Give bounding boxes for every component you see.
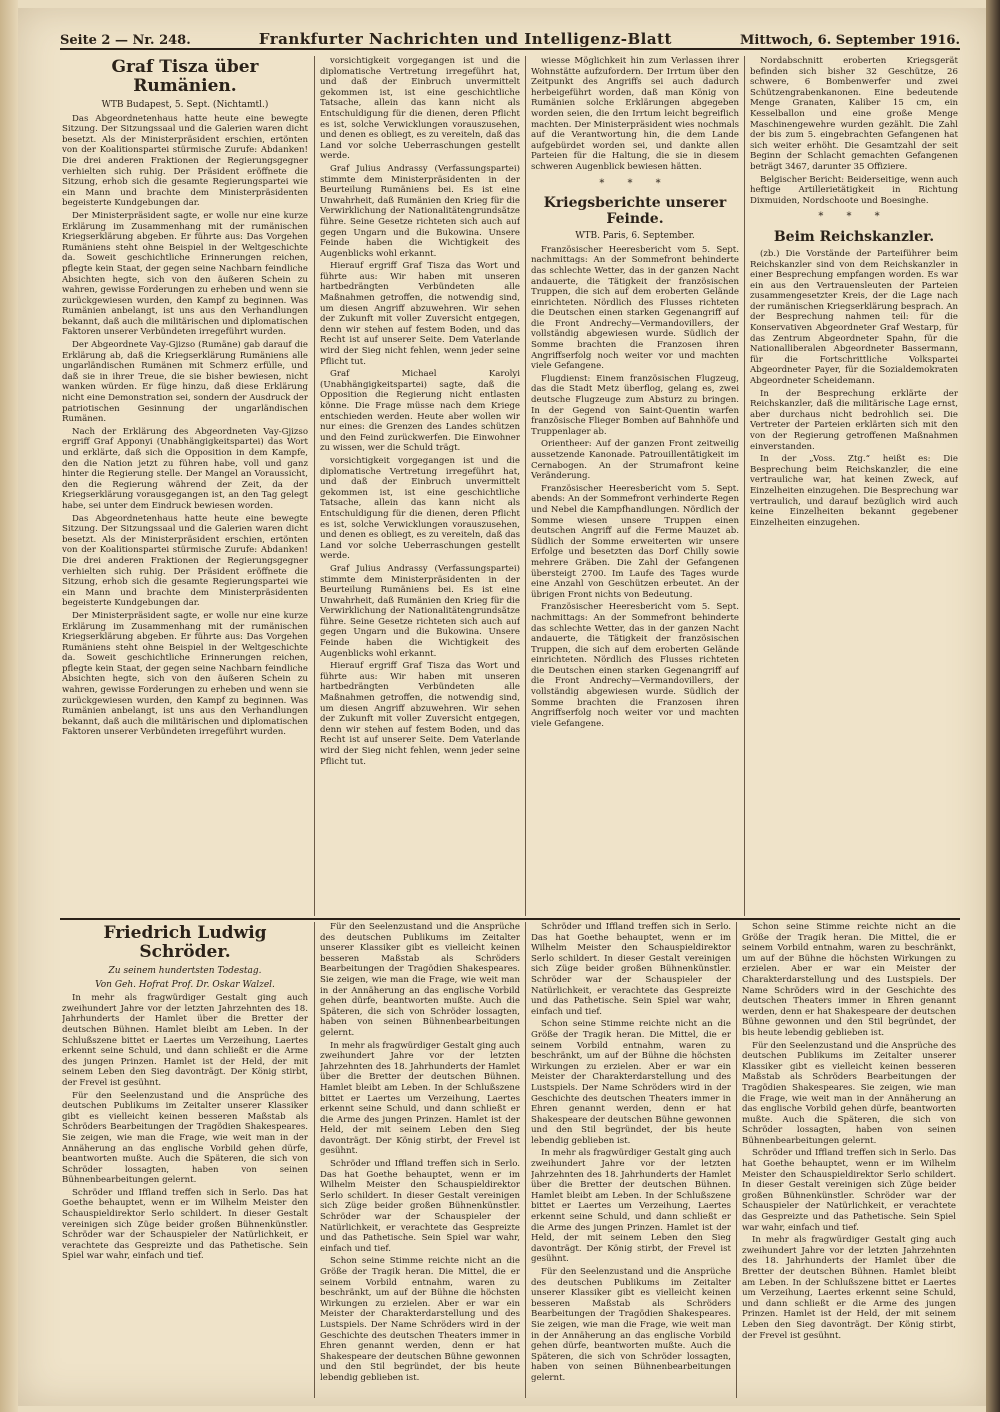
schroeder-paragraph: In mehr als fragwürdiger Gestalt ging auch zweihundert Jahre vor der letzten Jahrzehnten des 18. Jahrhunderts der Hamlet über die Bretter der deutschen Bühnen. Hamlet bleibt am Leben. In der Schlußszene bittet er Laertes um Verzeihung, Laertes erkennt seine Schuld, und dann schließt er die Arme des jungen Prinzen. Hamlet ist der Held, der mit seinem Leben den Sieg davonträgt. Der König stirbt, der Frevel ist gesühnt. [742,1235,956,1341]
schroeder-byline: Von Geh. Hofrat Prof. Dr. Oskar Walzel. [95,979,275,990]
tisza-paragraph: vorsichtigkeit vorgegangen ist und die diplomatische Vertretung irregeführt hat, und daß der Einbruch unvermittelt gekommen ist, ist eine geschichtliche Tatsache, allein das kann nicht als Entschuldigung für die dienen, deren Pflicht es ist, solche Verwicklungen vorauszusehen, und denen es obliegt, es zu vereiteln, daß das Land vor solche Ueberraschungen gestellt werde. [320,56,520,162]
column-rule [744,56,745,916]
column-rule [736,922,737,1398]
schroeder-paragraph: Schröder und Iffland treffen sich in Serlo. Das hat Goethe behauptet, wenn er im Wilhelm Meister den Schauspieldirektor Serlo schildert. In dieser Gestalt vereinigen sich Züge beider großen Bühnenkünstler. Schröder war der Schauspieler der Natürlichkeit, er verachtete das Gespreizte und das Pathetische. Sein Spiel war wahr, einfach und tief. [320,1159,520,1254]
schroeder-paragraph: Schon seine Stimme reichte nicht an die Größe der Tragik heran. Die Mittel, die er seinem Vorbild entnahm, waren zu beschränkt, um auf der Bühne die höchsten Wirkungen zu erzielen. Aber er war ein Meister der Charakterdarstellung und des Lustspiels. Der Name Schröders wird in der Geschichte des deutschen Theaters immer in Ehren genannt werden, denn er hat Shakespeare der deutschen Bühne gewonnen und den Stil begründet, der bis heute lebendig geblieben ist. [742,922,956,1038]
schroeder-paragraph: Schröder und Iffland treffen sich in Serlo. Das hat Goethe behauptet, wenn er im Wilhelm Meister den Schauspieldirektor Serlo schildert. In dieser Gestalt vereinigen sich Züge beider großen Bühnenkünstler. Schröder war der Schauspieler der Natürlichkeit, er verachtete das Gespreizte und das Pathetische. Sein Spiel war wahr, einfach und tief. [742,1148,956,1233]
masthead [60,22,960,50]
kriegsberichte-headline: Kriegsberichte unserer Feinde. [543,195,727,228]
tisza-paragraph: Graf Julius Andrassy (Verfassungspartei) stimmte dem Ministerpräsidenten in der Beurteilung Rumäniens bei. Es ist eine Unwahrheit, daß Rumänien den Krieg für die Verwirklichung der Nationalitätengrundsätze führe. Seine Gesetze richteten sich auch auf gegen Ungarn und die Bukowina. Unsere Feinde haben die Wichtigkeit des Augenblicks wohl erkannt. [320,563,520,659]
reichskanzler-paragraph: In der Besprechung erklärte der Reichskanzler, daß die militärische Lage ernst, aber durchaus nicht bedrohlich sei. Die Vertreter der Parteien erklärten sich mit den von der Regierung getroffenen Maßnahmen einverstanden. [750,388,958,452]
schroeder-paragraph: Für den Seelenzustand und die Ansprüche des deutschen Publikums im Zeitalter unserer Klassiker gibt es vielleicht keinen besseren Maßstab als Schröders Bearbeitungen der Tragödien Shakespeares. Sie zeigen, wie man die Frage, wie weit man in der Annäherung an das englische Vorbild gehen dürfe, beantworten mußte. Auch die Späteren, die sich von Schröder lossagten, haben von seinen Bühnenbearbeitungen gelernt. [320,922,520,1038]
page-number: Seite 2 — Nr. 248. [60,33,191,48]
column-4 [750,56,958,916]
schroeder-paragraph: Schröder und Iffland treffen sich in Serlo. Das hat Goethe behauptet, wenn er im Wilhelm Meister den Schauspieldirektor Serlo schildert. In dieser Gestalt vereinigen sich Züge beider großen Bühnenkünstler. Schröder war der Schauspieler der Natürlichkeit, er verachtete das Gespreizte und das Pathetische. Sein Spiel war wahr, einfach und tief. [62,1187,308,1262]
feuilleton-column-3 [531,922,731,1398]
tisza-paragraph: vorsichtigkeit vorgegangen ist und die diplomatische Vertretung irregeführt hat, und daß der Einbruch unvermittelt gekommen ist, ist eine geschichtliche Tatsache, allein das kann nicht als Entschuldigung für die dienen, deren Pflicht es ist, solche Verwicklungen vorauszusehen, und denen es obliegt, es zu vereiteln, daß das Land vor solche Ueberraschungen gestellt werde. [320,455,520,562]
schroeder-paragraph: Für den Seelenzustand und die Ansprüche des deutschen Publikums im Zeitalter unserer Klassiker gibt es vielleicht keinen besseren Maßstab als Schröders Bearbeitungen der Tragödien Shakespeares. Sie zeigen, wie man die Frage, wie weit man in der Annäherung an das englische Vorbild gehen dürfe, beantworten mußte. Auch die Späteren, die sich von Schröder lossagten, haben von seinen Bühnenbearbeitungen gelernt. [742,1040,956,1146]
tisza-paragraph: Hierauf ergriff Graf Tisza das Wort und führte aus: Wir haben mit unseren hartbedrängten Verbündeten alle Maßnahmen getroffen, die notwendig sind, um diesen Angriff abzuwehren. Wir sehen der Zukunft mit voller Zuversicht entgegen, denn wir stehen auf festem Boden, und das Recht ist auf unserer Seite. Dem Vaterlande wird der Sieg nicht fehlen, wenn jeder seine Pflicht tut. [320,261,520,367]
section-separator: * * * [599,177,671,189]
tisza-paragraph: Hierauf ergriff Graf Tisza das Wort und führte aus: Wir haben mit unseren hartbedrängten Verbündeten alle Maßnahmen getroffen, die notwendig sind, um diesen Angriff abzuwehren. Wir sehen der Zukunft mit voller Zuversicht entgegen, denn wir stehen auf festem Boden, und das Recht ist auf unserer Seite. Dem Vaterlande wird der Sieg nicht fehlen, wenn jeder seine Pflicht tut. [320,661,520,767]
issue-date: Mittwoch, 6. September 1916. [740,33,960,48]
tisza-paragraph: Der Ministerpräsident sagte, er wolle nur eine kurze Erklärung im Zusammenhang mit der rumänischen Kriegserklärung abgeben. Er führte aus: Das Vorgehen Rumäniens steht ohne Beispiel in der Weltgeschichte da. Soweit geschichtliche Erinnerungen reichen, pflegte kein Staat, der gegen seine Nachbarn feindliche Absichten hegte, sich von den äußeren Schein zu wahren, gewisse Forderungen zu erheben und wenn sie zurückgewiesen wurden, den Kampf zu beginnen. Was Rumänien anbelangt, ist uns aus den Verhandlungen bekannt, daß auch die militärischen und diplomatischen Faktoren unserer Verbündeten irregeführt wurden. [62,210,308,338]
tisza-paragraph: Graf Julius Andrassy (Verfassungspartei) stimmte dem Ministerpräsidenten in der Beurteilung Rumäniens bei. Es ist eine Unwahrheit, daß Rumänien den Krieg für die Verwirklichung der Nationalitätengrundsätze führe. Seine Gesetze richteten sich auch auf gegen Ungarn und die Bukowina. Unsere Feinde haben die Wichtigkeit des Augenblicks wohl erkannt. [320,163,520,259]
kriegsberichte-paragraph: Französischer Heeresbericht vom 5. Sept. abends: An der Sommefront verhinderte Regen und Nebel die Kampfhandlungen. Nördlich der Somme wiesen unsere Truppen einen deutschen Angriff auf die Ferme Mauzet ab. Südlich der Somme erweiterten wir unsere Erfolge und besetzten das Dorf Chilly sowie mehrere Gräben. Die Zahl der Gefangenen übersteigt 2700. Im Laufe des Tages wurde eine Anzahl von Geschützen erbeutet. An der übrigen Front nichts von Bedeutung. [531,483,739,600]
kriegsberichte-paragraph: Französischer Heeresbericht vom 5. Sept. nachmittags: An der Sommefront behinderte das schlechte Wetter, das in der ganzen Nacht andauerte, die Tätigkeit der französischen Truppen, die sich auf dem eroberten Gelände einrichteten. Nördlich des Flusses richteten die Deutschen einen starken Gegenangriff auf die Front Andrechy—Vermandovillers, der vollständig abgewiesen wurde. Südlich der Somme brachten die Franzosen ihren Angriffserfolg noch weiter vor und machten viele Gefangene. [531,602,739,729]
schroeder-paragraph: Schon seine Stimme reichte nicht an die Größe der Tragik heran. Die Mittel, die er seinem Vorbild entnahm, waren zu beschränkt, um auf der Bühne die höchsten Wirkungen zu erzielen. Aber er war ein Meister der Charakterdarstellung und des Lustspiels. Der Name Schröders wird in der Geschichte des deutschen Theaters immer in Ehren genannt werden, denn er hat Shakespeare der deutschen Bühne gewonnen und den Stil begründet, der bis heute lebendig geblieben ist. [531,1019,731,1146]
kriegsberichte-dateline: WTB. Paris, 6. September. [575,231,695,242]
paper-edge-left [0,0,18,1412]
tisza-paragraph: Das Abgeordnetenhaus hatte heute eine bewegte Sitzung. Der Sitzungssaal und die Galerien waren dicht besetzt. Als der Ministerpräsident erschien, ertönten von der Koalitionspartei stürmische Zurufe: Abdanken! Die drei anderen Fraktionen der Regierungsgegner verhielten sich ruhig. Der Präsident eröffnete die Sitzung, erhob sich die gesamte Regierungspartei wie ein Mann und brachte dem Ministerpräsidenten begeisterte Kundgebungen dar. [62,513,308,609]
column-3 [531,56,739,916]
tisza-paragraph: Graf Michael Karolyi (Unabhängigkeitspartei) sagte, daß die Opposition die Regierung nicht entlasten könne. Die Frage müsse nach dem Kriege entschieden werden. Heute aber wollen wir nur eines: die Grenzen des Landes schützen und den Feind zurückwerfen. Die Einwohner zu wissen, wer die Schuld trägt. [320,369,520,454]
schroeder-paragraph: Schon seine Stimme reichte nicht an die Größe der Tragik heran. Die Mittel, die er seinem Vorbild entnahm, waren zu beschränkt, um auf der Bühne die höchsten Wirkungen zu erzielen. Aber er war ein Meister der Charakterdarstellung und des Lustspiels. Der Name Schröders wird in der Geschichte des deutschen Theaters immer in Ehren genannt werden, denn er hat Shakespeare der deutschen Bühne gewonnen und den Stil begründet, der bis heute lebendig geblieben ist. [320,1256,520,1383]
schroeder-paragraph: Für den Seelenzustand und die Ansprüche des deutschen Publikums im Zeitalter unserer Klassiker gibt es vielleicht keinen besseren Maßstab als Schröders Bearbeitungen der Tragödien Shakespeares. Sie zeigen, wie man die Frage, wie weit man in der Annäherung an das englische Vorbild gehen dürfe, beantworten mußte. Auch die Späteren, die sich von Schröder lossagten, haben von seinen Bühnenbearbeitungen gelernt. [62,1090,308,1186]
column-2 [320,56,520,916]
column-1 [62,56,308,916]
schroeder-paragraph: In mehr als fragwürdiger Gestalt ging auch zweihundert Jahre vor der letzten Jahrzehnten des 18. Jahrhunderts der Hamlet über die Bretter der deutschen Bühnen. Hamlet bleibt am Leben. In der Schlußszene bittet er Laertes um Verzeihung, Laertes erkennt seine Schuld, und dann schließt er die Arme des jungen Prinzen. Hamlet ist der Held, der mit seinem Leben den Sieg davonträgt. Der König stirbt, der Frevel ist gesühnt. [320,1040,520,1157]
tisza-headline: Graf Tisza über Rumänien. [111,57,259,96]
reichskanzler-paragraph: (zb.) Die Vorstände der Parteiführer beim Reichskanzler sind von dem Reichskanzler in einer Besprechung empfangen worden. Es war ein aus den Vertrauensleuten der Parteien zusammengesetzter Kreis, der die Lage nach der rumänischen Kriegserklärung besprach. An der Besprechung nahmen teil: für die Konservativen Abgeordneter Graf Westarp, für das Zentrum Abgeordneter Spahn, für die Nationalliberalen Abgeordneter Bassermann, für die Fortschrittliche Volkspartei Abgeordneter Payer, für die Sozialdemokraten Abgeordneter Scheidemann. [750,248,958,387]
feuilleton-column-4 [742,922,956,1398]
tisza-dateline: WTB Budapest, 5. Sept. (Nichtamtl.) [101,100,269,110]
reichskanzler-paragraph: In der „Voss. Ztg.“ heißt es: Die Besprechung beim Reichskanzler, die eine vertrauliche war, hat keinen Zweck, auf Einzelheiten einzugehen. Die Besprechung war vertraulich, und darauf bezüglich wird auch keine Einzelheiten bekannt gegebener Einzelheiten einzugehen. [750,454,958,528]
feuilleton-column-1 [62,922,308,1398]
tisza-paragraph: Nach der Erklärung des Abgeordneten Vay-Gjizso ergriff Graf Apponyi (Unabhängigkeitspartei) das Wort und erklärte, daß sich die Opposition in dem Kampfe, den die Nation jetzt zu führen habe, voll und ganz hinter die Regierung stelle. Der Mangel an Voraussicht, den die Regierung während der Zeit, da der Kriegserklärung vorausgegangen ist, an den Tag gelegt habe, sei unter dem Eindruck bewiesen worden. [62,426,308,511]
schroeder-headline: Friedrich Ludwig Schröder. [103,923,267,962]
column-rule [525,56,526,916]
kriegsberichte-paragraph: Orientheer: Auf der ganzen Front zeitweilig aussetzende Kanonade. Patrouillentätigkeit im Cernabogen. An der Strumafront keine Veränderung. [531,439,739,482]
column-rule [525,922,526,1398]
schroeder-paragraph: Schröder und Iffland treffen sich in Serlo. Das hat Goethe behauptet, wenn er im Wilhelm Meister den Schauspieldirektor Serlo schildert. In dieser Gestalt vereinigen sich Züge beider großen Bühnenkünstler. Schröder war der Schauspieler der Natürlichkeit, er verachtete das Gespreizte und das Pathetische. Sein Spiel war wahr, einfach und tief. [531,922,731,1017]
kriegsberichte-paragraph: Französischer Heeresbericht vom 5. Sept. nachmittags: An der Sommefront behinderte das schlechte Wetter, das in der ganzen Nacht andauerte, die Tätigkeit der französischen Truppen, die sich auf dem eroberten Gelände einrichteten. Nördlich des Flusses richteten die Deutschen einen starken Gegenangriff auf die Front Andrechy—Vermandovillers, der vollständig abgewiesen wurde. Südlich der Somme brachten die Franzosen ihren Angriffserfolg noch weiter vor und machten viele Gefangene. [531,244,739,372]
schroeder-paragraph: In mehr als fragwürdiger Gestalt ging auch zweihundert Jahre vor der letzten Jahrzehnten des 18. Jahrhunderts der Hamlet über die Bretter der deutschen Bühnen. Hamlet bleibt am Leben. In der Schlußszene bittet er Laertes um Verzeihung, Laertes erkennt seine Schuld, und dann schließt er die Arme des jungen Prinzen. Hamlet ist der Held, der mit seinem Leben den Sieg davonträgt. Der König stirbt, der Frevel ist gesühnt. [531,1148,731,1265]
tisza-paragraph: Der Abgeordnete Vay-Gjizso (Rumäne) gab darauf die Erklärung ab, daß die Kriegserklärung Rumäniens alle ungarländischen Rumänen mit Schmerz erfülle, und daß sie in ihrer Treue, die sie bisher bewiesen, nicht wanken würden. Er füge hinzu, daß diese Erklärung nicht eine Demonstration sei, sondern der Ausdruck der patriotischen Gesinnung der ungarländischen Rumänen. [62,340,308,425]
kriegsberichte-intro: wiesse Möglichkeit hin zum Verlassen ihrer Wohnstätte aufzufordern. Der Irrtum über den Zeitpunkt des Angriffs sei auch dadurch herbeigeführt worden, daß man König von Rumänien solche Erklärungen abgegeben worden seien, die den Irrtum leicht begreiflich machten. Der Ministerpräsident wies nochmals auf die Verantwortung hin, die dem Lande aufgebürdet worden sei, und dankte allen Parteien für die Haltung, die sie in diesem schweren Augenblick bewiesen hätten. [531,56,739,172]
kriegsberichte-paragraph: Belgischer Bericht: Beiderseitige, wenn auch heftige Artillerietätigkeit in Richtung Dixmuiden, Nordschoote und Boesinghe. [750,174,958,206]
column-rule [314,922,315,1398]
tisza-paragraph: Der Ministerpräsident sagte, er wolle nur eine kurze Erklärung im Zusammenhang mit der rumänischen Kriegserklärung abgeben. Er führte aus: Das Vorgehen Rumäniens steht ohne Beispiel in der Weltgeschichte da. Soweit geschichtliche Erinnerungen reichen, pflegte kein Staat, der gegen seine Nachbarn feindliche Absichten hegte, sich von den äußeren Schein zu wahren, gewisse Forderungen zu erheben und wenn sie zurückgewiesen wurden, den Kampf zu beginnen. Was Rumänien anbelangt, ist uns aus den Verhandlungen bekannt, daß auch die militärischen und diplomatischen Faktoren unserer Verbündeten irregeführt wurden. [62,610,308,738]
kriegsberichte-paragraph: Flugdienst: Einem französischen Flugzeug, das die Stadt Metz überflog, gelang es, zwei deutsche Flugzeuge zum Absturz zu bringen. In der Gegend von Saint-Quentin warfen französische Flieger Bomben auf Bahnhöfe und Truppenlager ab. [531,373,739,437]
schroeder-paragraph: In mehr als fragwürdiger Gestalt ging auch zweihundert Jahre vor der letzten Jahrzehnten des 18. Jahrhunderts der Hamlet über die Bretter der deutschen Bühnen. Hamlet bleibt am Leben. In der Schlußszene bittet er Laertes um Verzeihung, Laertes erkennt seine Schuld, und dann schließt er die Arme des jungen Prinzen. Hamlet ist der Held, der mit seinem Leben den Sieg davonträgt. Der König stirbt, der Frevel ist gesühnt. [62,993,308,1088]
schroeder-subhead: Zu seinem hundertsten Todestag. [108,966,262,976]
feuilleton-column-2 [320,922,520,1398]
reichskanzler-headline: Beim Reichskanzler. [773,228,935,245]
schroeder-paragraph: Für den Seelenzustand und die Ansprüche des deutschen Publikums im Zeitalter unserer Klassiker gibt es vielleicht keinen besseren Maßstab als Schröders Bearbeitungen der Tragödien Shakespeares. Sie zeigen, wie man die Frage, wie weit man in der Annäherung an das englische Vorbild gehen dürfe, beantworten mußte. Auch die Späteren, die sich von Schröder lossagten, haben von seinen Bühnenbearbeitungen gelernt. [531,1267,731,1383]
section-separator: * * * [818,211,890,223]
kriegsberichte-paragraph: Nordabschnitt eroberten Kriegsgerät befinden sich bisher 32 Geschütze, 26 schwere, 6 Bombenwerfer und zwei Schützengrabenkanonen. Eine bedeutende Menge Granaten, Kaliber 15 cm, ein Kesselballon und eine große Menge Maschinengewehre wurden gezählt. Die Zahl der bis zum 5. eingebrachten Gefangenen hat sich weiter erhöht. Die Gesamtzahl der seit Beginn der Schlacht gemachten Gefangenen beträgt 3467, darunter 35 Offiziere. [750,56,958,172]
tisza-paragraph: Das Abgeordnetenhaus hatte heute eine bewegte Sitzung. Der Sitzungssaal und die Galerien waren dicht besetzt. Als der Ministerpräsident erschien, ertönten von der Koalitionspartei stürmische Zurufe: Abdanken! Die drei anderen Fraktionen der Regierungsgegner verhielten sich ruhig. Der Präsident eröffnete die Sitzung, erhob sich die gesamte Regierungspartei wie ein Mann und brachte dem Ministerpräsidenten begeisterte Kundgebungen dar. [62,113,308,209]
section-rule [60,918,960,920]
binding-edge-right [986,0,1000,1412]
newspaper-title: Frankfurter Nachrichten und Intelligenz-Blatt [258,30,672,48]
column-rule [314,56,315,916]
